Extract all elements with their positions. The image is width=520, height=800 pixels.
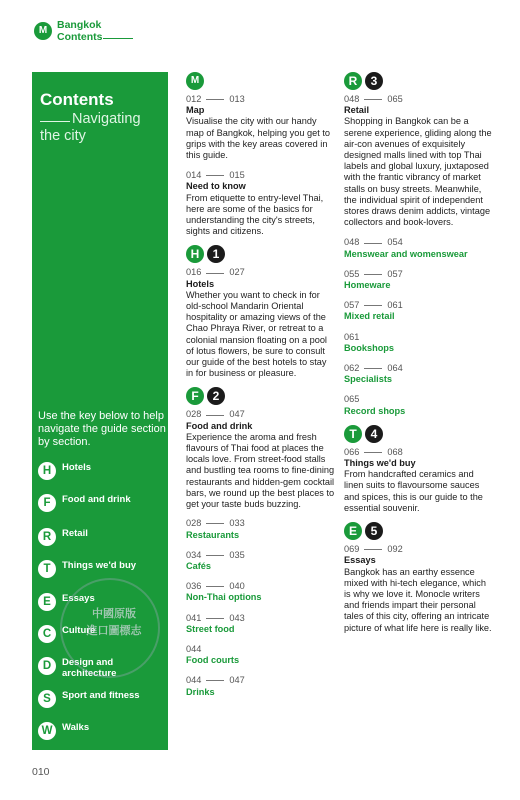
section-desc: Bangkok has an earthy essence mixed with hi-tech elegance, which is why we love it. Monocle writers and friends impart their personal tales of this city, offering an intricate picture of what life here is really like.: [344, 566, 492, 633]
section-title: Retail: [344, 105, 370, 116]
things-badges: [344, 425, 492, 443]
subsection-title: Cafés: [186, 560, 212, 571]
key-intro: Use the key below to help navigate the guide section by section.: [38, 410, 166, 448]
section-desc: From etiquette to entry-level Thai, here are some of the basics for understanding the city's streets, sights and citizens.: [186, 192, 324, 237]
key-item-hotels: [38, 462, 91, 480]
key-item-sport: [38, 690, 140, 708]
number-badge: 5: [365, 522, 383, 540]
e-badge-icon: E: [38, 593, 56, 611]
f-badge-icon: F: [186, 387, 204, 405]
key-label: Sport and fitness: [62, 690, 140, 701]
key-item-food: [38, 494, 131, 512]
key-label: Design and architecture: [62, 657, 117, 679]
key-label: Walks: [62, 722, 90, 733]
panel-subtitle: Navigating the city: [40, 111, 141, 144]
w-badge-icon: W: [38, 722, 56, 740]
r-badge-icon: R: [38, 528, 56, 546]
retail-badges: [344, 72, 492, 90]
right-column: [344, 72, 492, 634]
page-range: 069 092: [344, 544, 403, 555]
hotels-badges: [186, 245, 336, 263]
subsection-title: Street food: [186, 623, 235, 634]
e-badge-icon: E: [344, 522, 362, 540]
page-range: 062 064: [344, 363, 403, 374]
m-badge-icon: M: [186, 72, 204, 90]
number-badge: 1: [207, 245, 225, 263]
subsection-title: Food courts: [186, 655, 240, 666]
section-title: Hotels: [186, 278, 215, 289]
monocle-logo-icon: M: [34, 22, 52, 40]
header-section: Bangkok: [57, 19, 102, 31]
middle-column: [186, 72, 336, 698]
page-range: 066 068: [344, 446, 403, 457]
section-title: Need to know: [186, 181, 246, 192]
page-range: 044 047: [186, 675, 245, 686]
subsection-title: Record shops: [344, 405, 406, 416]
page-range: 016 027: [186, 267, 245, 278]
page-range: 041 043: [186, 612, 245, 623]
page-range: 048 065: [344, 94, 403, 104]
panel-title: Contents: [40, 90, 114, 109]
page-range: 014 015: [186, 170, 245, 181]
subsection-title: Mixed retail: [344, 311, 395, 322]
page-range: 028 033: [186, 518, 245, 529]
d-badge-icon: D: [38, 657, 56, 675]
page-range: 044: [186, 643, 202, 654]
section-title: Essays: [344, 555, 376, 566]
page-range: 055 057: [344, 268, 403, 279]
key-label: Retail: [62, 528, 88, 539]
subsection-title: Menswear and womenswear: [344, 248, 468, 259]
t-badge-icon: T: [344, 425, 362, 443]
page-range: 057 061: [344, 300, 403, 311]
page-range: 036 040: [186, 581, 245, 592]
section-desc: From handcrafted ceramics and linen suits to flavoursome sauces and spices, this is our guide to the essential souvenir.: [344, 469, 483, 513]
subsection-title: Restaurants: [186, 529, 240, 540]
key-item-things: [38, 560, 136, 578]
key-label: Essays: [62, 593, 95, 604]
subsection-title: Non-Thai options: [186, 592, 262, 603]
section-desc: Experience the aroma and fresh flavours of Thai food at places the locals love. From street-food stalls and bustling tea rooms to fine-dining restaurants and hidden-gem cocktail bars, we round up the best places to get your taste buds buzzing.: [186, 431, 335, 510]
header-subsection: Contents: [57, 31, 103, 43]
section-desc: Visualise the city with our handy map of Bangkok, helping you get to grips with the key areas covered in this guide.: [186, 116, 331, 161]
key-label: Things we'd buy: [62, 560, 137, 571]
page-range: 012 013: [186, 94, 245, 104]
section-desc: Whether you want to check in for old-school Mandarin Oriental hospitality or amazing views of the Chao Phraya River, or retreat to a colonial mansion floating on a pool of lotus flowers, be sure to consult our guide of the best hotels to stay in for business or pleasure.: [186, 289, 327, 379]
f-badge-icon: F: [38, 494, 56, 512]
page-range: 034 035: [186, 549, 245, 560]
s-badge-icon: S: [38, 690, 56, 708]
number-badge: 4: [365, 425, 383, 443]
number-badge: 3: [365, 72, 383, 90]
subsection-title: Specialists: [344, 374, 393, 385]
subsection-title: Bookshops: [344, 342, 395, 353]
subsection-title: Drinks: [186, 686, 215, 697]
key-label: Hotels: [62, 462, 92, 473]
key-item-walks: [38, 722, 89, 740]
stamp-text: 進口圖標志: [86, 625, 142, 637]
header-rule: [103, 38, 133, 39]
food-badges: [186, 387, 336, 405]
c-badge-icon: C: [38, 625, 56, 643]
key-label: Culture: [62, 625, 96, 636]
page-range: 065: [344, 394, 360, 405]
subsection-title: Homeware: [344, 280, 391, 291]
key-label: Food and drink: [62, 494, 131, 505]
key-item-retail: [38, 528, 88, 546]
h-badge-icon: H: [186, 245, 204, 263]
section-title: Food and drink: [186, 420, 253, 431]
page-range: 048 054: [344, 237, 403, 248]
page-number: 010: [32, 766, 50, 778]
section-title: Map: [186, 105, 205, 116]
essays-badges: [344, 522, 492, 540]
page-range: 028 047: [186, 409, 245, 420]
stamp-text: 中國原版: [92, 608, 136, 620]
number-badge: 2: [207, 387, 225, 405]
section-title: Things we'd buy: [344, 458, 416, 469]
t-badge-icon: T: [38, 560, 56, 578]
page-range: 061: [344, 331, 360, 342]
section-desc: Shopping in Bangkok can be a serene experience, gliding along the air-con avenues of exquisitely designed malls lined with top Thai labels and global luxury, juxtaposed with the frantic vibrancy of market stalls on busy streets. Meanwhile, the individual spirit of independent stores draws denim addicts, vintage collectors and book-lovers.: [344, 116, 492, 228]
h-badge-icon: H: [38, 462, 56, 480]
r-badge-icon: R: [344, 72, 362, 90]
